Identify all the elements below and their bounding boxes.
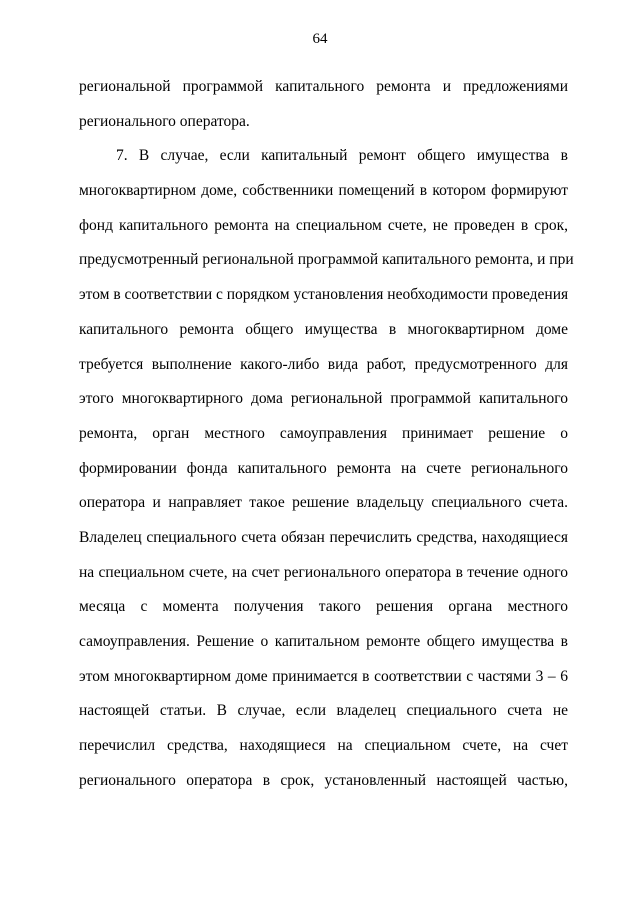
- text-line: фонд капитального ремонта на специальном счете, не проведен в срок,: [79, 216, 568, 234]
- text-line: этом многоквартирном доме принимается в соответствии с частями 3 – 6: [79, 667, 568, 685]
- text-line: перечислил средства, находящиеся на специальном счете, на счет: [79, 737, 568, 755]
- text-line: предусмотренный региональной программой капитального ремонта, и при: [79, 251, 574, 269]
- text-line: на специальном счете, на счет регионального оператора в течение одного: [79, 563, 568, 581]
- text-line: многоквартирном доме, собственники помещений в котором формируют: [79, 182, 568, 200]
- text-line: этом в соответствии с порядком установления необходимости проведения: [79, 286, 569, 304]
- page-number: 64: [312, 31, 328, 47]
- paragraph-start-line: 7. В случае, если капитальный ремонт общего имущества в: [116, 147, 568, 165]
- text-line: регионального оператора.: [79, 112, 250, 130]
- text-line: региональной программой капитального ремонта и предложениями: [79, 78, 568, 95]
- text-line: месяца с момента получения такого решения органа местного: [79, 598, 568, 616]
- text-line: этого многоквартирного дома региональной программой капитального: [79, 390, 568, 408]
- text-line: оператора и направляет такое решение владельцу специального счета.: [79, 494, 568, 512]
- text-line: требуется выполнение какого-либо вида работ, предусмотренного для: [79, 355, 568, 373]
- body-text: [79, 70, 574, 798]
- text-line: настоящей статьи. В случае, если владелец специального счета не: [79, 702, 568, 720]
- text-line: регионального оператора в срок, установленный настоящей частью,: [79, 771, 568, 789]
- text-line: Владелец специального счета обязан перечислить средства, находящиеся: [79, 528, 568, 546]
- text-line: капитального ремонта общего имущества в многоквартирном доме: [79, 320, 568, 338]
- text-line: формировании фонда капитального ремонта на счете регионального: [79, 459, 568, 477]
- text-line: самоуправления. Решение о капитальном ремонте общего имущества в: [79, 633, 568, 650]
- text-line: ремонта, орган местного самоуправления принимает решение о: [79, 424, 568, 442]
